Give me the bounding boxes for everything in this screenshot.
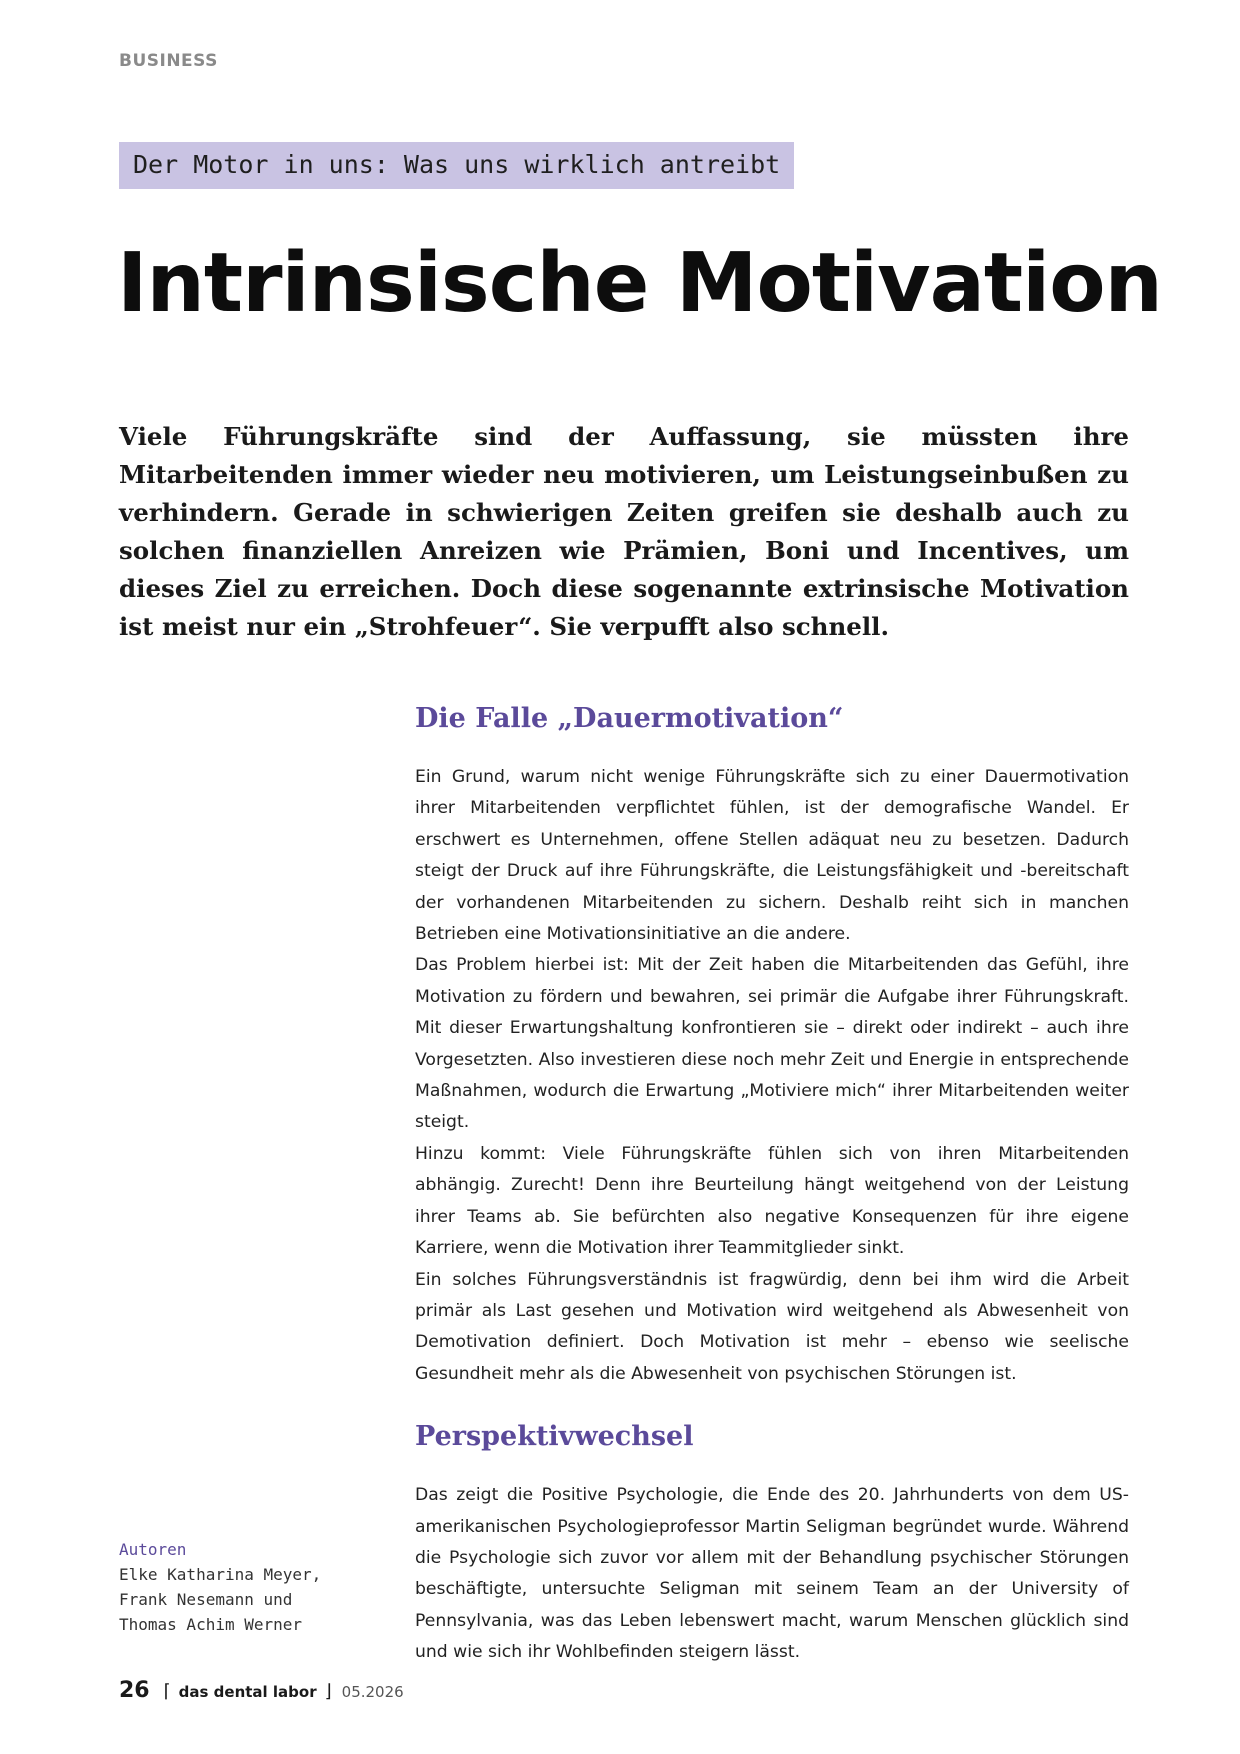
lead-paragraph: Viele Führungskräfte sind der Auffassung, sie müssten ihre Mitarbeitenden immer wieder neu motivieren, um Leistungseinbußen zu verhindern. Gerade in schwierigen Zeiten greifen sie deshalb auch zu solchen finanziellen Anreizen wie Prämien, Boni und Incentives, um dieses Ziel zu erreichen. Doch diese sogenannte extrinsische Motivation ist meist nur ein „Strohfeuer“. Sie verpufft also schnell. xyxy=(119,422,1129,641)
bracket-close-icon: ⌋ xyxy=(324,1681,332,1702)
kicker: Der Motor in uns: Was uns wirklich antreibt xyxy=(119,142,794,189)
article-body xyxy=(415,702,1129,1669)
author-box xyxy=(119,1537,321,1637)
section-heading-dauermotivation: Die Falle „Dauermotivation“ xyxy=(415,703,844,734)
body-paragraph: Ein Grund, warum nicht wenige Führungskräfte sich zu einer Dauermotivation ihrer Mitarbeitenden verpflichtet fühlen, ist der demografische Wandel. Er erschwert es Unternehmen, offene Stellen adäquat neu zu besetzen. Dadurch steigt der Druck auf ihre Führungskräfte, die Leistungsfähigkeit und -bereitschaft der vorhandenen Mitarbeitenden zu sichern. Deshalb reiht sich in manchen Betrieben eine Motivationsinitiative an die andere. xyxy=(415,767,1129,945)
author-line: Thomas Achim Werner xyxy=(119,1615,303,1634)
page-number: 26 xyxy=(119,1678,150,1703)
headline: Intrinsische Motivation xyxy=(117,236,1162,331)
body-paragraph: Hinzu kommt: Viele Führungskräfte fühlen sich von ihren Mitarbeitenden abhängig. Zurecht! Denn ihre Beurteilung hängt weitgehend von der Leistung ihrer Teams ab. Sie befürchten also negative Konsequenzen für ihre eigene Karriere, wenn die Motivation ihrer Teammitglieder sinkt. xyxy=(415,1143,1129,1259)
page-footer xyxy=(119,1678,404,1703)
body-paragraph: Das zeigt die Positive Psychologie, die Ende des 20. Jahrhunderts von dem US-amerikanischen Psychologieprofessor Martin Seligman begründet wurde. Während die Psychologie sich zuvor vor allem mit der Behandlung psychischer Störungen beschäftigte, untersuchte Seligman mit seinem Team an der University of Pennsylvania, was das Leben lebenswert macht, warum Menschen glücklich sind und wie sich ihr Wohlbefinden steigern lässt. xyxy=(415,1485,1129,1663)
magazine-name: das dental labor xyxy=(178,1683,317,1701)
author-line: Elke Katharina Meyer, xyxy=(119,1565,322,1584)
issue-date: 05.2026 xyxy=(341,1683,404,1701)
author-line: Frank Nesemann und xyxy=(119,1590,293,1609)
bracket-open-icon: ⌈ xyxy=(163,1681,171,1702)
body-paragraph: Ein solches Führungsverständnis ist fragwürdig, denn bei ihm wird die Arbeit primär als Last gesehen und Motivation wird weitgehend als Abwesenheit von Demotivation definiert. Doch Motivation ist mehr – ebenso wie seelische Gesundheit mehr als die Abwesenheit von psychischen Störungen ist. xyxy=(415,1269,1129,1384)
section-label: BUSINESS xyxy=(119,51,218,71)
authors-label: Autoren xyxy=(119,1540,187,1559)
section-heading-perspektivwechsel: Perspektivwechsel xyxy=(415,1421,694,1453)
body-paragraph: Das Problem hierbei ist: Mit der Zeit haben die Mitarbeitenden das Gefühl, ihre Motivation zu fördern und bewahren, sei primär die Aufgabe ihrer Führungskraft. Mit dieser Erwartungshaltung konfrontieren sie – direkt oder indirekt – auch ihre Vorgesetzten. Also investieren diese noch mehr Zeit und Energie in entsprechende Maßnahmen, wodurch die Erwartung „Motiviere mich“ ihrer Mitarbeitenden weiter steigt. xyxy=(415,955,1129,1133)
